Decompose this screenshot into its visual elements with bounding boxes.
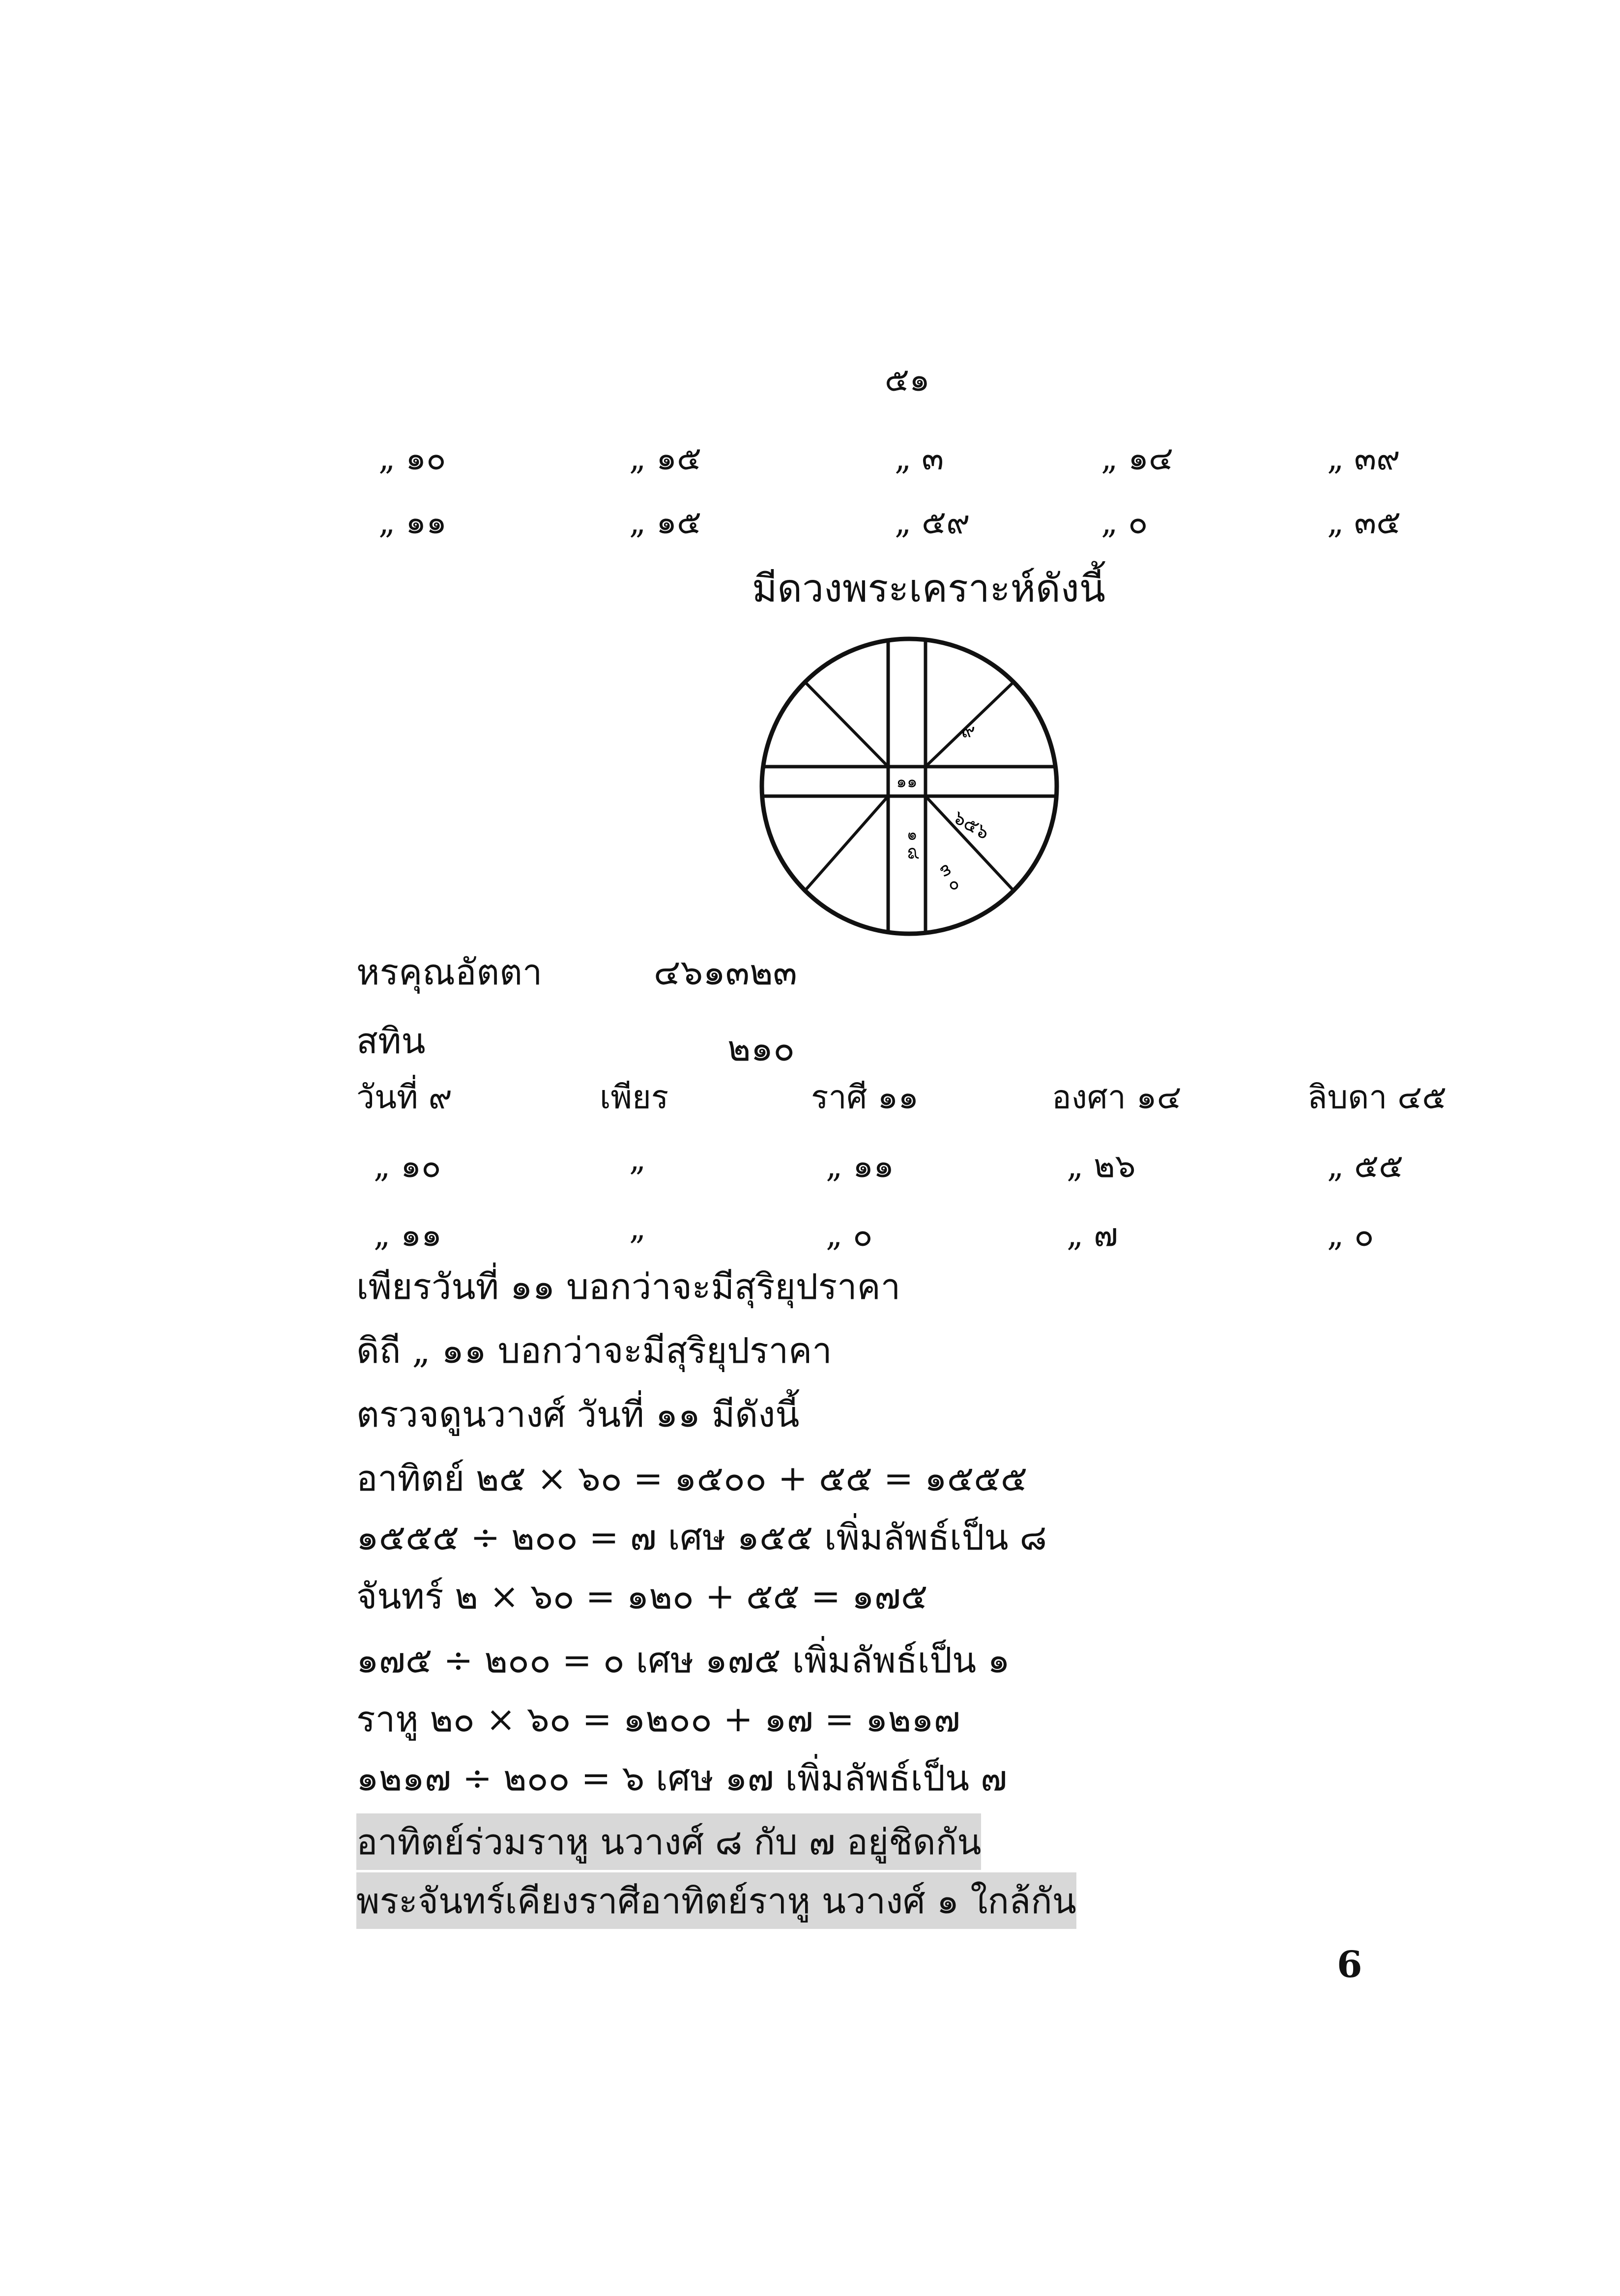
- harakun-value: ๔๖๑๓๒๓: [654, 951, 797, 993]
- body-line: ราหู ๒๐ × ๖๐ = ๑๒๐๐ + ๑๗ = ๑๒๑๗: [356, 1698, 960, 1740]
- body-line: อาทิตย์ ๒๕ × ๖๐ = ๑๕๐๐ + ๕๕ = ๑๕๕๕: [356, 1458, 1028, 1499]
- chart-line: [926, 796, 1013, 890]
- data-cell: „: [629, 1140, 646, 1178]
- header-cell: องศา ๑๔: [1052, 1078, 1182, 1116]
- corner-page-number: 6: [1337, 1944, 1362, 1986]
- body-line: ตรวจดูนวางศ์ วันที่ ๑๑ มีดังนี้: [356, 1394, 800, 1435]
- data-cell: „ ๑๑: [826, 1147, 894, 1185]
- body-line: ๑๗๕ ÷ ๒๐๐ = ๐ เศษ ๑๗๕ เพิ่มลัพธ์เป็น ๑: [356, 1639, 1010, 1681]
- chart-right-lower-label: ๖๕๖: [950, 806, 993, 844]
- harakun-label: หรคุณอัตตา: [356, 951, 543, 993]
- data-row-2: [0, 1209, 1620, 1258]
- body-line: ๑๕๕๕ ÷ ๒๐๐ = ๗ เศษ ๑๕๕ เพิ่มลัพธ์เป็น ๘: [356, 1517, 1047, 1558]
- table-cell: „ ๓: [895, 439, 944, 477]
- top-table-row-1: [0, 432, 1620, 482]
- header-row: [0, 1071, 1620, 1120]
- chart-line: [805, 682, 888, 767]
- data-cell: „ ๒๖: [1067, 1147, 1136, 1185]
- chart-heading: มีดวงพระเคราะห์ดังนี้: [752, 567, 1106, 611]
- chart-bottom-right-label: ๓ ๐: [935, 859, 967, 894]
- chart-line: [805, 796, 888, 890]
- header-cell: วันที่ ๙: [356, 1078, 453, 1116]
- data-cell: „ ๕๕: [1327, 1147, 1404, 1185]
- table-cell: „ ๓๙: [1327, 439, 1400, 477]
- body-line: ดิถี „ ๑๑ บอกว่าจะมีสุริยุปราคา: [356, 1330, 832, 1371]
- body-line: ๑๒๑๗ ÷ ๒๐๐ = ๖ เศษ ๑๗ เพิ่มลัพธ์เป็น ๗: [356, 1757, 1008, 1799]
- body-line: จันทร์ ๒ × ๖๐ = ๑๒๐ + ๕๕ = ๑๗๕: [356, 1576, 928, 1617]
- header-cell: เพียร: [600, 1078, 669, 1116]
- chart-right-upper-label: ๙: [961, 720, 975, 742]
- chart-bottom-left-label: ๑ ๘: [904, 831, 924, 860]
- table-cell: „ ๑๕: [629, 503, 702, 541]
- satin-label: สทิน: [356, 1020, 426, 1062]
- table-cell: „ ๓๕: [1327, 503, 1401, 541]
- data-row-1: [0, 1140, 1620, 1189]
- chart-center-label: ๑๑: [896, 772, 918, 792]
- data-cell: „ ๑๐: [374, 1147, 441, 1185]
- body-line: พระจันทร์เคียงราศีอาทิตย์ราหู นวางศ์ ๑ ใกล้กัน: [356, 1872, 1076, 1929]
- table-cell: „ ๕๙: [895, 503, 970, 541]
- table-cell: „ ๐: [1101, 503, 1148, 541]
- data-cell: „ ๐: [1327, 1216, 1374, 1254]
- body-line: อาทิตย์ร่วมราหู นวางศ์ ๘ กับ ๗ อยู่ชิดกัน: [356, 1813, 981, 1870]
- data-cell: „ ๐: [826, 1216, 873, 1254]
- data-cell: „: [629, 1209, 646, 1247]
- satin-value: ๒๑๐: [727, 1028, 795, 1069]
- data-cell: „ ๗: [1067, 1216, 1118, 1254]
- table-cell: „ ๑๔: [1101, 439, 1174, 477]
- top-table-row-2: [0, 496, 1620, 545]
- page-number: ๕๑: [885, 361, 930, 399]
- header-cell: ลิบดา ๔๕: [1307, 1078, 1447, 1116]
- horoscope-chart: [752, 629, 1067, 944]
- table-cell: „ ๑๕: [629, 439, 702, 477]
- table-cell: „ ๑๑: [378, 503, 447, 541]
- body-line: เพียรวันที่ ๑๑ บอกว่าจะมีสุริยุปราคา: [356, 1266, 901, 1307]
- header-cell: ราศี ๑๑: [811, 1078, 919, 1116]
- data-cell: „ ๑๑: [374, 1216, 442, 1254]
- table-cell: „ ๑๐: [378, 439, 446, 477]
